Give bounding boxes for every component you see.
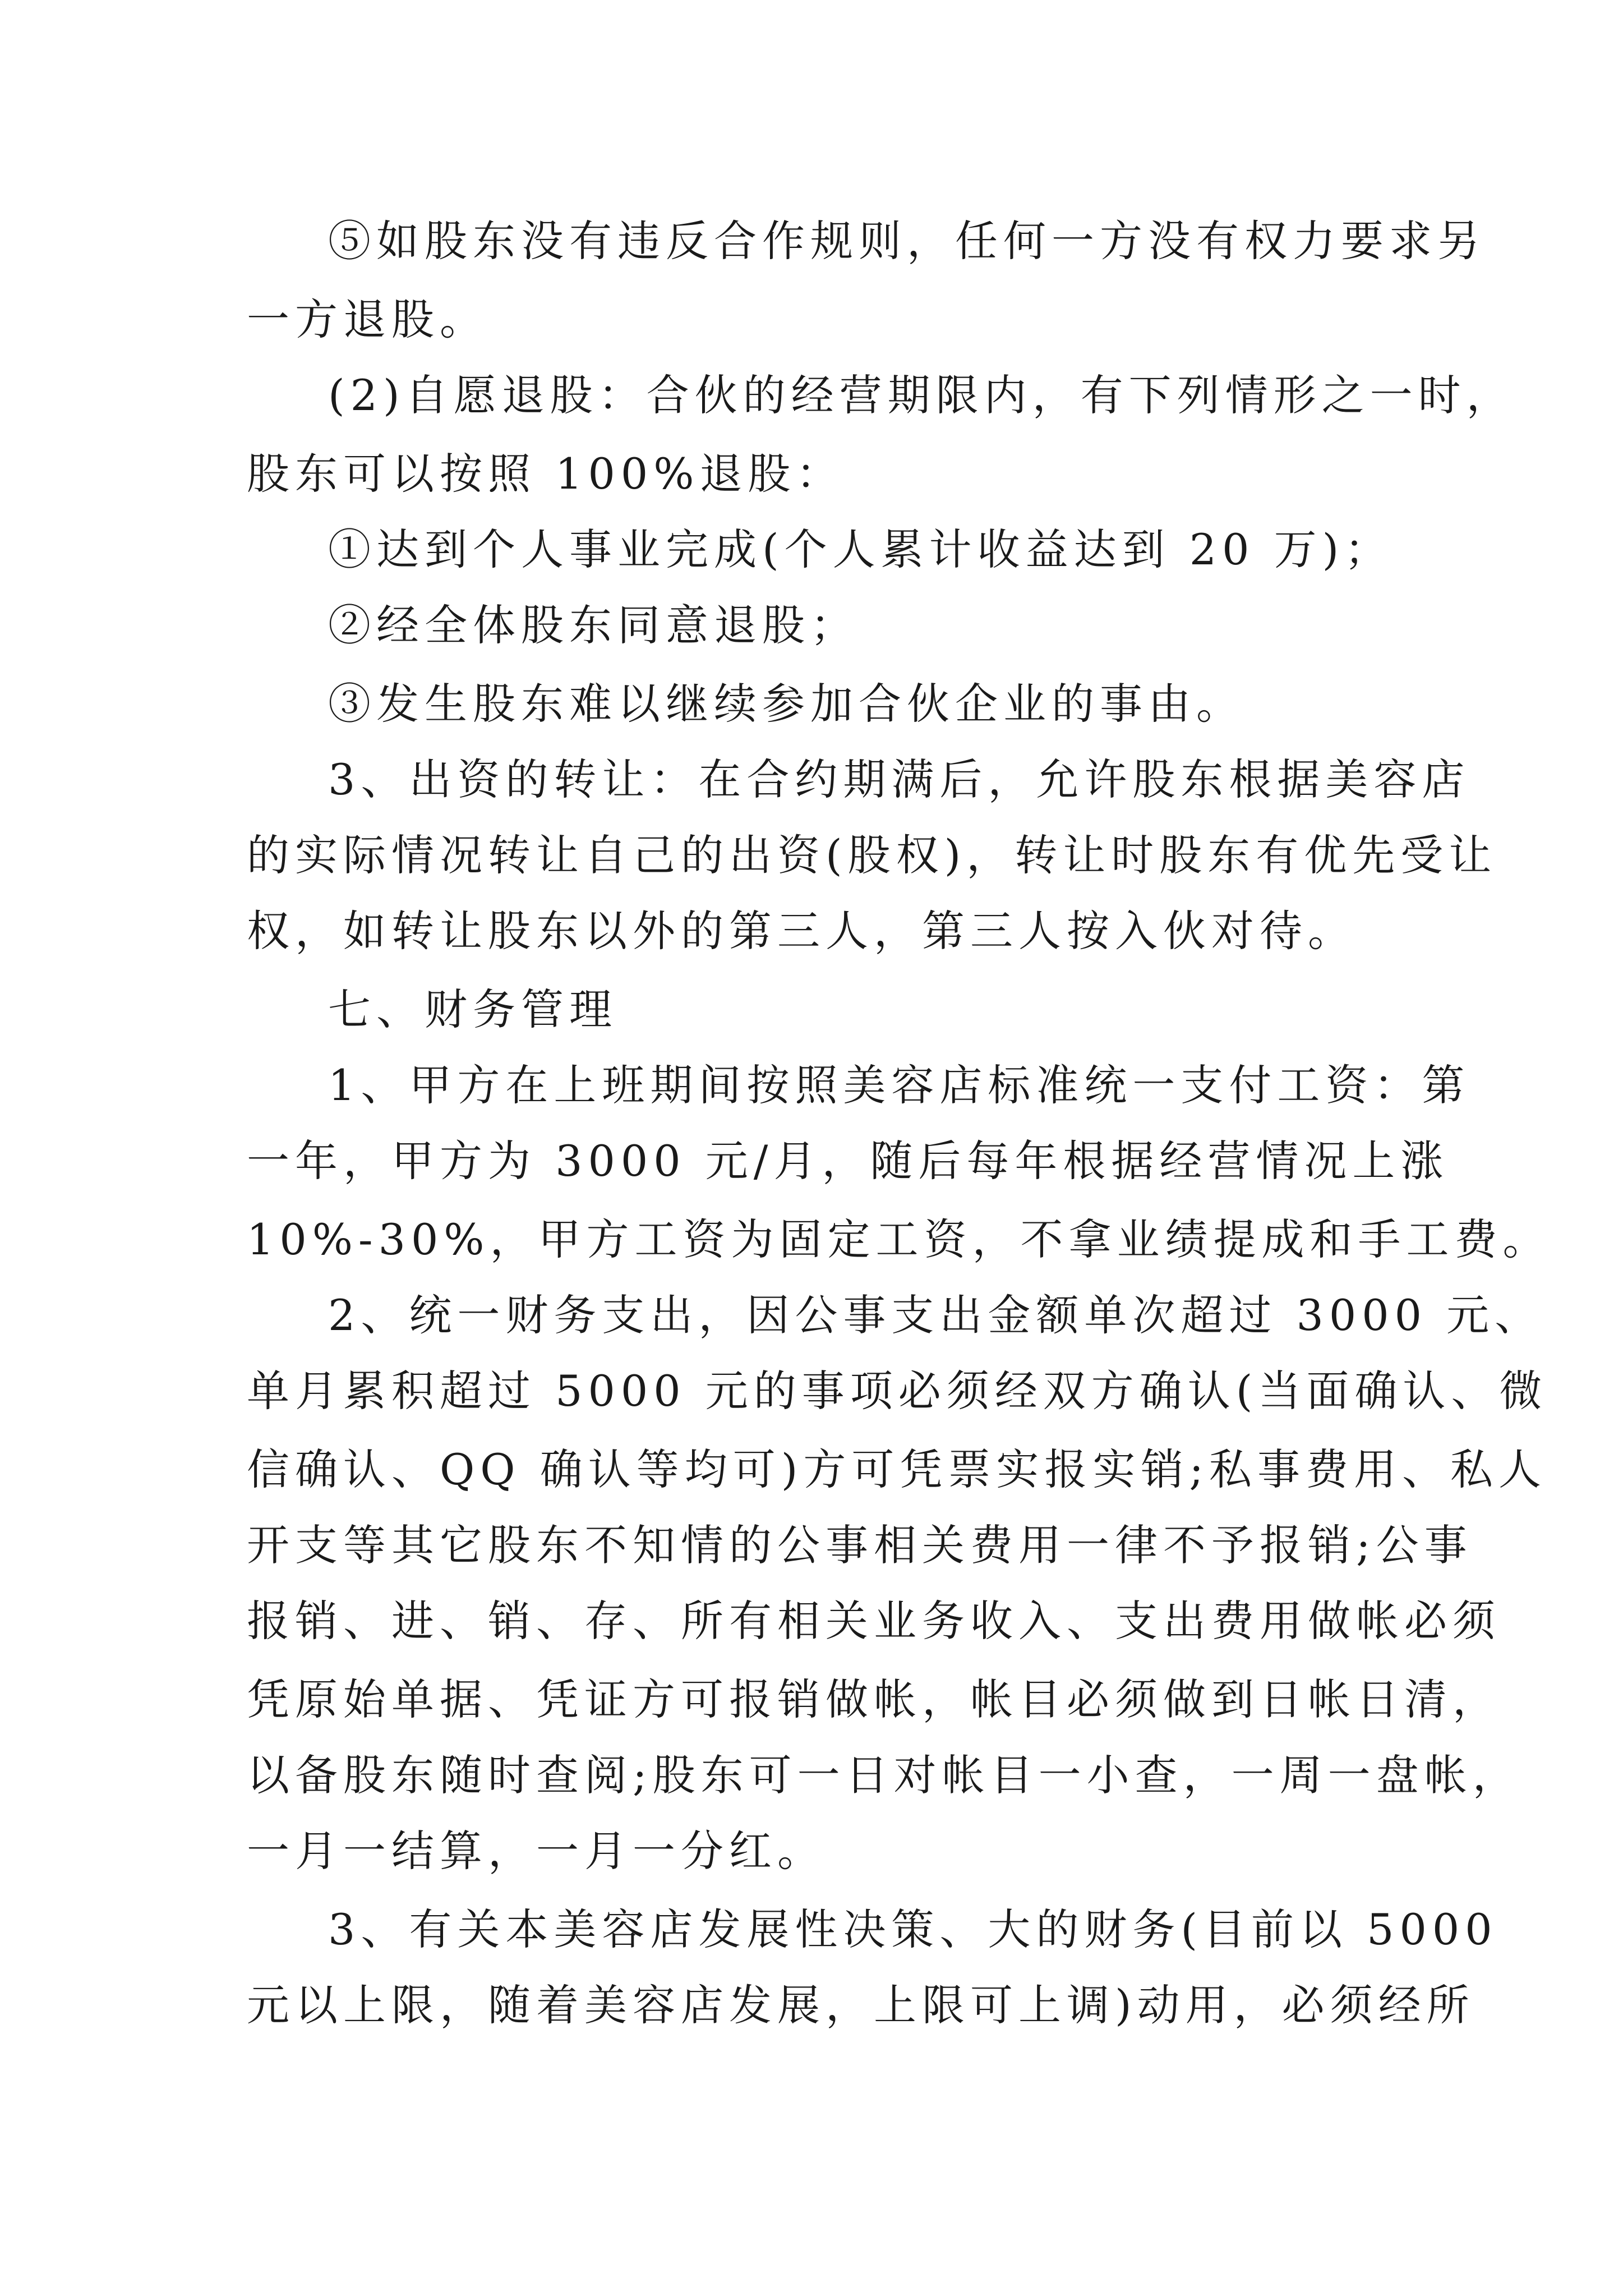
paragraph-line: 3、有关本美容店发展性决策、大的财务(目前以 5000 [328, 1904, 1498, 1954]
paragraph-line: 以备股东随时查阅;股东可一日对帐目一小查，一周一盘帐， [247, 1750, 1521, 1800]
paragraph-line: 元以上限，随着美容店发展，上限可上调)动用，必须经所 [247, 1980, 1475, 2030]
paragraph-line: 单月累积超过 5000 元的事项必须经双方确认(当面确认、微 [247, 1366, 1548, 1416]
paragraph-line: 凭原始单据、凭证方可报销做帐，帐目必须做到日帐日清， [247, 1674, 1501, 1724]
paragraph-line: 一月一结算，一月一分红。 [247, 1826, 826, 1876]
paragraph-line: (2)自愿退股：合伙的经营期限内，有下列情形之一时， [328, 370, 1515, 420]
paragraph-line: 权，如转让股东以外的第三人，第三人按入伙对待。 [247, 906, 1356, 956]
paragraph-line: 3、出资的转让：在合约期满后，允许股东根据美容店 [328, 754, 1470, 804]
paragraph-line: 开支等其它股东不知情的公事相关费用一律不予报销;公事 [247, 1520, 1473, 1570]
paragraph-line: 股东可以按照 100%退股： [247, 449, 845, 499]
paragraph-line: 10%-30%，甲方工资为固定工资，不拿业绩提成和手工费。 [247, 1214, 1551, 1264]
paragraph-line: 信确认、QQ 确认等均可)方可凭票实报实销;私事费用、私人 [247, 1444, 1547, 1494]
paragraph-line: 2、统一财务支出，因公事支出金额单次超过 3000 元、 [328, 1290, 1543, 1340]
paragraph-line: ⑤如股东没有违反合作规则，任何一方没有权力要求另 [328, 216, 1486, 266]
paragraph-line: ②经全体股东同意退股； [328, 600, 859, 650]
paragraph-line: ①达到个人事业完成(个人累计收益达到 20 万)； [328, 524, 1393, 574]
paragraph-line: 一年，甲方为 3000 元/月，随后每年根据经营情况上涨 [247, 1136, 1449, 1186]
paragraph-line: ③发生股东难以继续参加合伙企业的事由。 [328, 679, 1244, 729]
paragraph-line: 报销、进、销、存、所有相关业务收入、支出费用做帐必须 [247, 1596, 1501, 1646]
paragraph-line: 的实际情况转让自己的出资(股权)，转让时股东有优先受让 [247, 830, 1497, 880]
paragraph-line: 1、甲方在上班期间按照美容店标准统一支付工资：第 [328, 1060, 1470, 1110]
paragraph-line: 一方退股。 [247, 295, 488, 344]
section-heading: 七、财务管理 [328, 984, 617, 1034]
